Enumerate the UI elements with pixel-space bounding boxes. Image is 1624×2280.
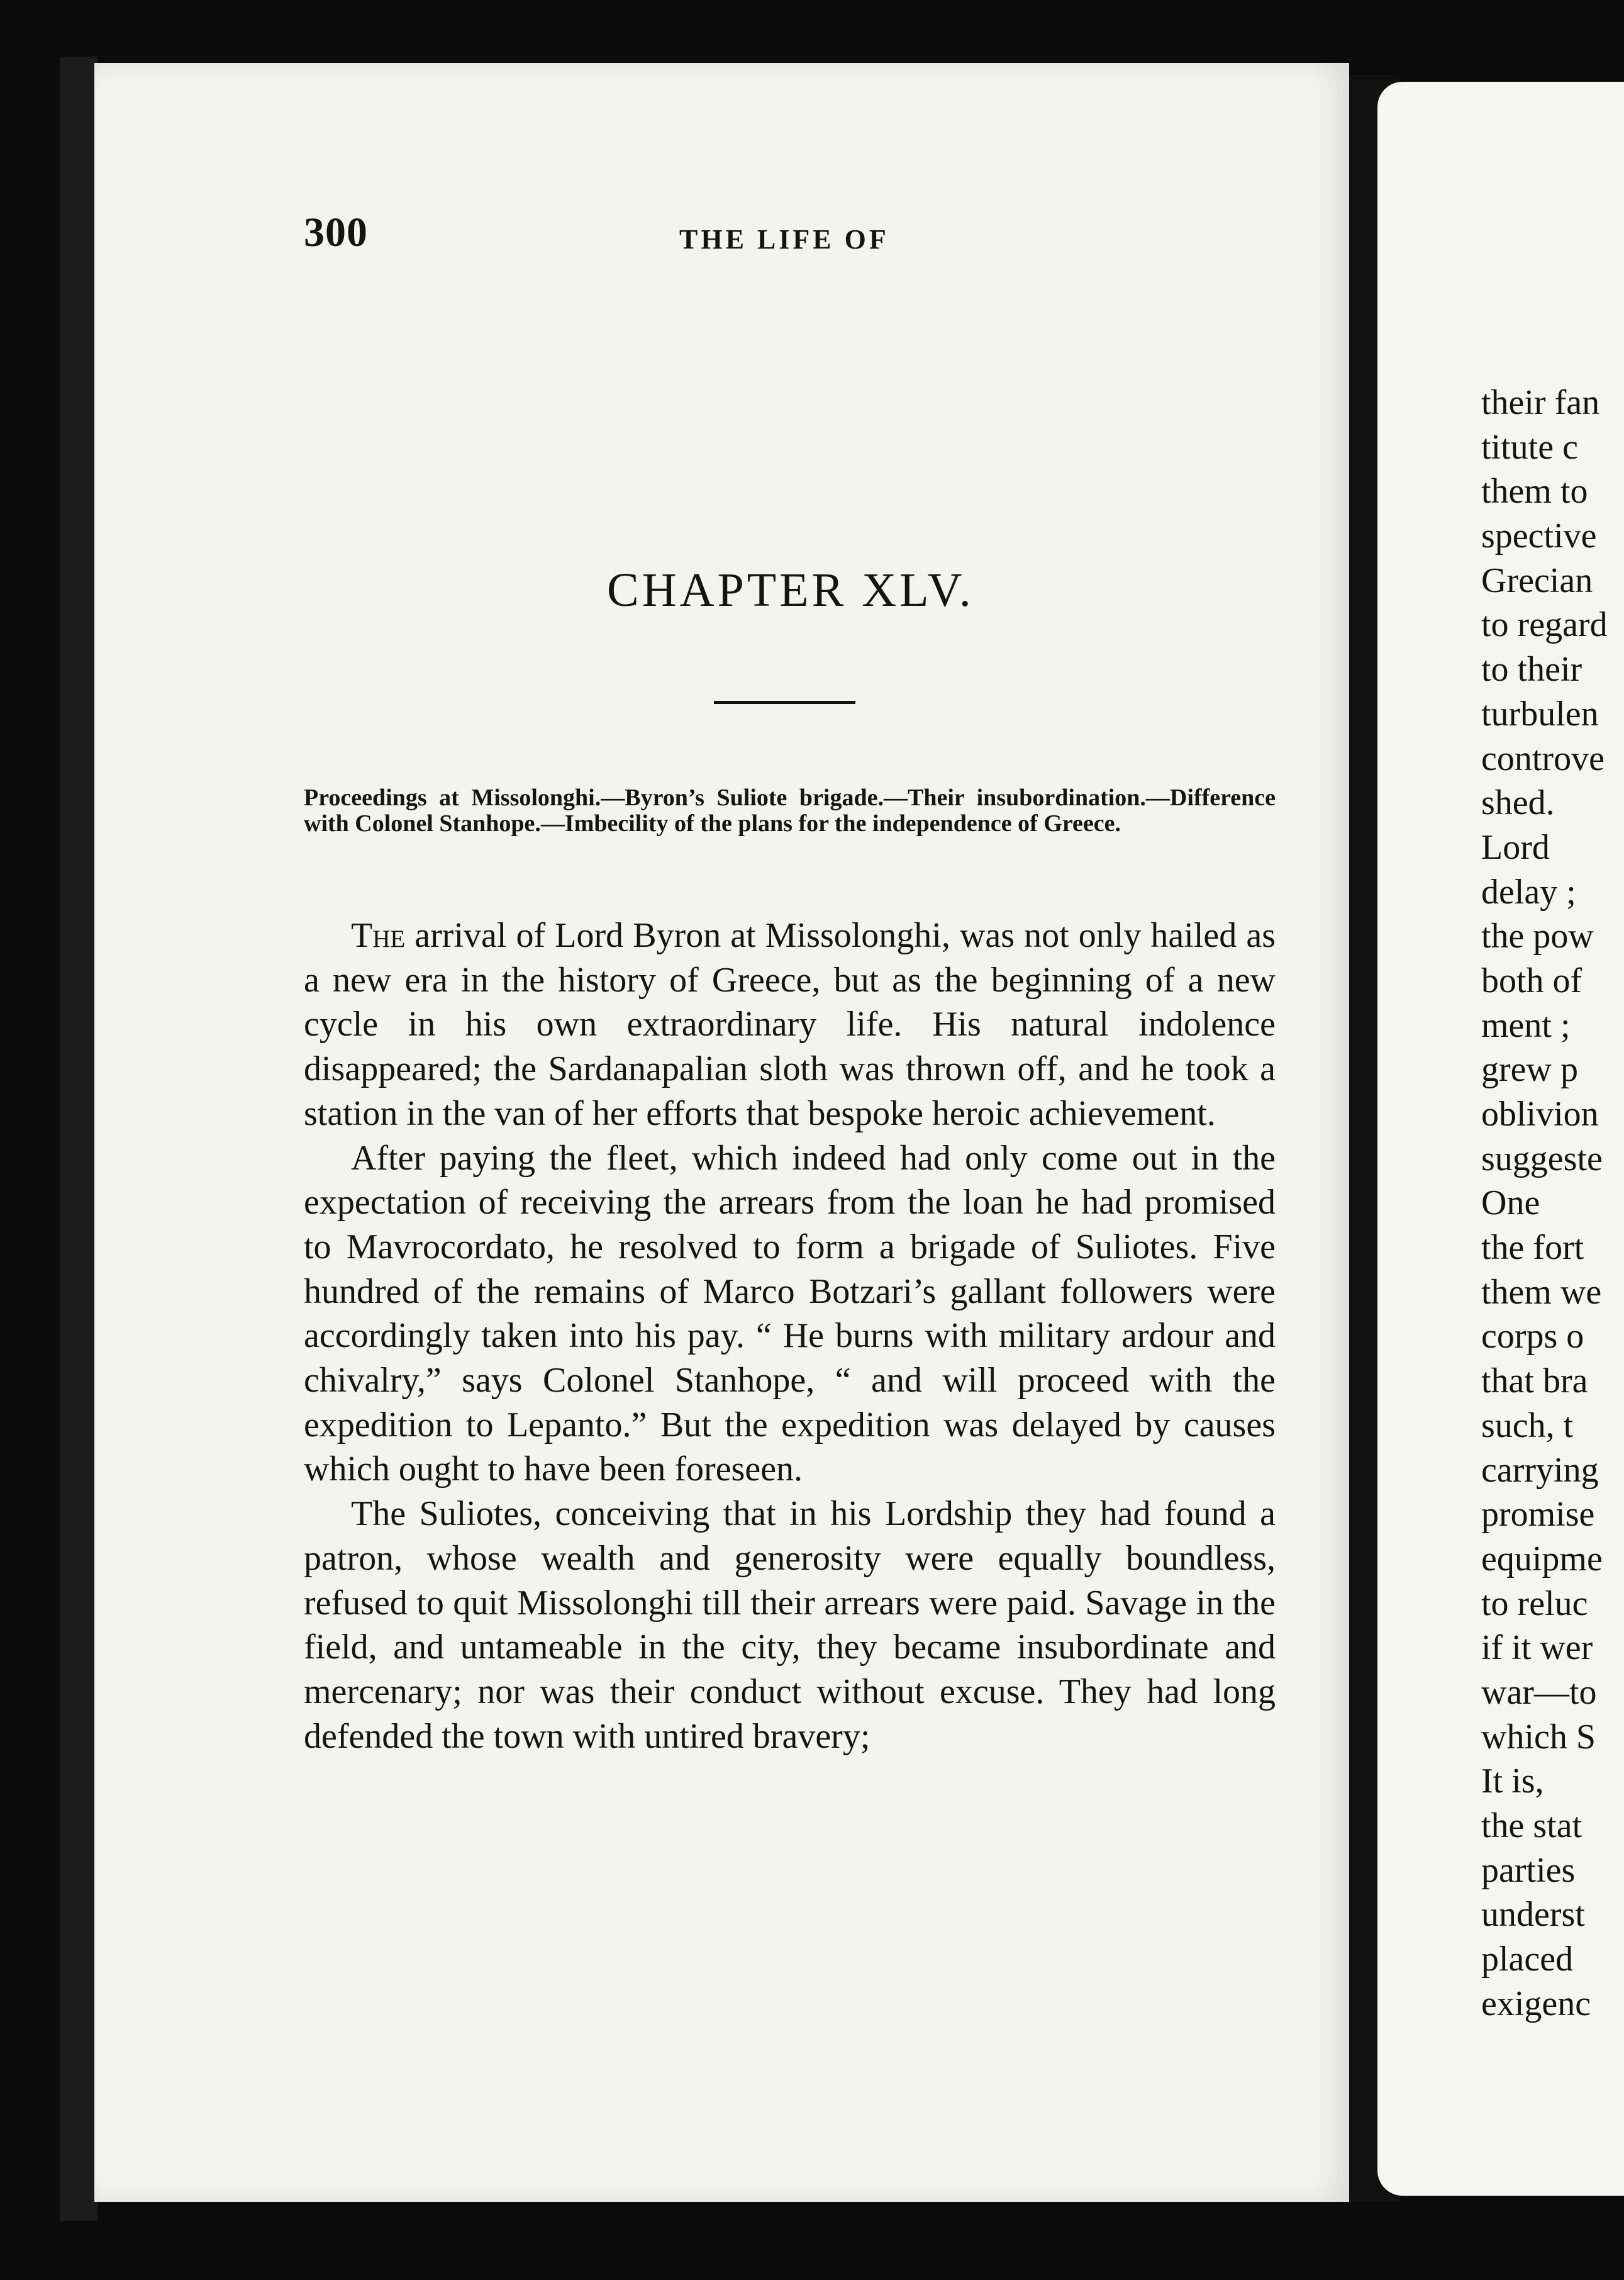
right-page-line: that bra (1481, 1361, 1588, 1401)
right-page-line: promise (1481, 1495, 1595, 1534)
right-page-line: exigenc (1481, 1984, 1591, 2023)
right-page-line: suggeste (1481, 1139, 1603, 1178)
paragraph-text: After paying the fleet, which indeed had only come out in the expectation of receiving the arrears from the loan he had promised to Mavrocordato, he resolved to form a brigade of Suliotes. Five hundred of the remains of Marco Botzari’s gallant followers were accordingly taken into his pay. “ He burns with military ardour and chivalry,” says Colonel Stanhope, “ and will proceed with the expedition to Lepanto.” But the expedition was delayed by causes which ought to have been foreseen. (304, 1138, 1276, 1489)
right-page-line: placed (1481, 1940, 1574, 1979)
right-page-line: their fan (1481, 383, 1600, 422)
right-page-line: the stat (1481, 1806, 1582, 1845)
right-page-line: the fort (1481, 1228, 1584, 1268)
right-page-line: them to (1481, 472, 1588, 511)
right-page-line: to their (1481, 650, 1582, 690)
right-page-line: which S (1481, 1717, 1596, 1757)
right-page-line: turbulen (1481, 694, 1599, 734)
right-page-line: war—to (1481, 1672, 1597, 1712)
right-page-line: equipme (1481, 1539, 1603, 1579)
chapter-summary: Proceedings at Missolonghi.—Byron’s Suliote brigade.—Their insubordination.—Difference with Colonel Stanhope.—Imbecility of the plans for the independence of Greece. (304, 785, 1276, 837)
right-page-line: oblivion (1481, 1095, 1599, 1134)
chapter-title: CHAPTER XLV. (607, 564, 974, 617)
right-page-line: shed. (1481, 783, 1555, 823)
right-page-line: delay ; (1481, 872, 1576, 912)
right-page-line: One (1481, 1183, 1540, 1223)
paragraph (304, 1492, 1276, 1758)
chapter-divider-rule (714, 701, 855, 704)
paragraph-lead-word: The (351, 916, 406, 955)
paragraph-text: The Suliotes, conceiving that in his Lordship they had found a patron, whose wealth and generosity were equally boundless, refused to quit Missolonghi till their arrears were paid. Savage in the field, and untameable in the city, they became insubordinate and mercenary; nor was their conduct without excuse. They had long defended the town with untired bravery; (304, 1494, 1276, 1756)
right-page-line: titute c (1481, 427, 1578, 467)
right-page-line: corps o (1481, 1317, 1584, 1356)
right-page-line: controve (1481, 739, 1605, 778)
paragraph (304, 1136, 1276, 1492)
page-number: 300 (304, 210, 368, 255)
right-page-line: to reluc (1481, 1584, 1588, 1623)
running-head: THE LIFE OF (679, 224, 889, 255)
paragraph-text: arrival of Lord Byron at Missolonghi, was not only hailed as a new era in the history of Greece, but as the beginning of a new cycle in his own extraordinary life. His natural indolence disappeared; the Sardanapalian sloth was thrown off, and he took a station in the van of her efforts that bespoke heroic achievement. (304, 916, 1276, 1133)
right-page-line: the pow (1481, 917, 1594, 956)
body-text (304, 914, 1276, 1758)
right-page-line: both of (1481, 961, 1582, 1000)
right-page-line: such, t (1481, 1405, 1574, 1445)
right-page-line: spective (1481, 517, 1597, 556)
paragraph (304, 914, 1276, 1136)
right-page-line: Grecian (1481, 561, 1593, 600)
right-page-line: carrying (1481, 1450, 1599, 1490)
right-page-line: Lord (1481, 827, 1550, 867)
right-page-line: them we (1481, 1272, 1602, 1312)
right-page-line: underst (1481, 1895, 1585, 1935)
right-page-line: ment ; (1481, 1005, 1571, 1045)
right-page-line: parties (1481, 1850, 1576, 1890)
right-page-line: It is, (1481, 1762, 1544, 1801)
right-page-line: grew p (1481, 1050, 1578, 1090)
right-page-text (1481, 381, 1624, 2026)
right-page-line: if it wer (1481, 1628, 1593, 1668)
right-page-line: to regard (1481, 605, 1608, 645)
right-page (1377, 82, 1624, 2196)
book-binding-edge (60, 57, 97, 2221)
